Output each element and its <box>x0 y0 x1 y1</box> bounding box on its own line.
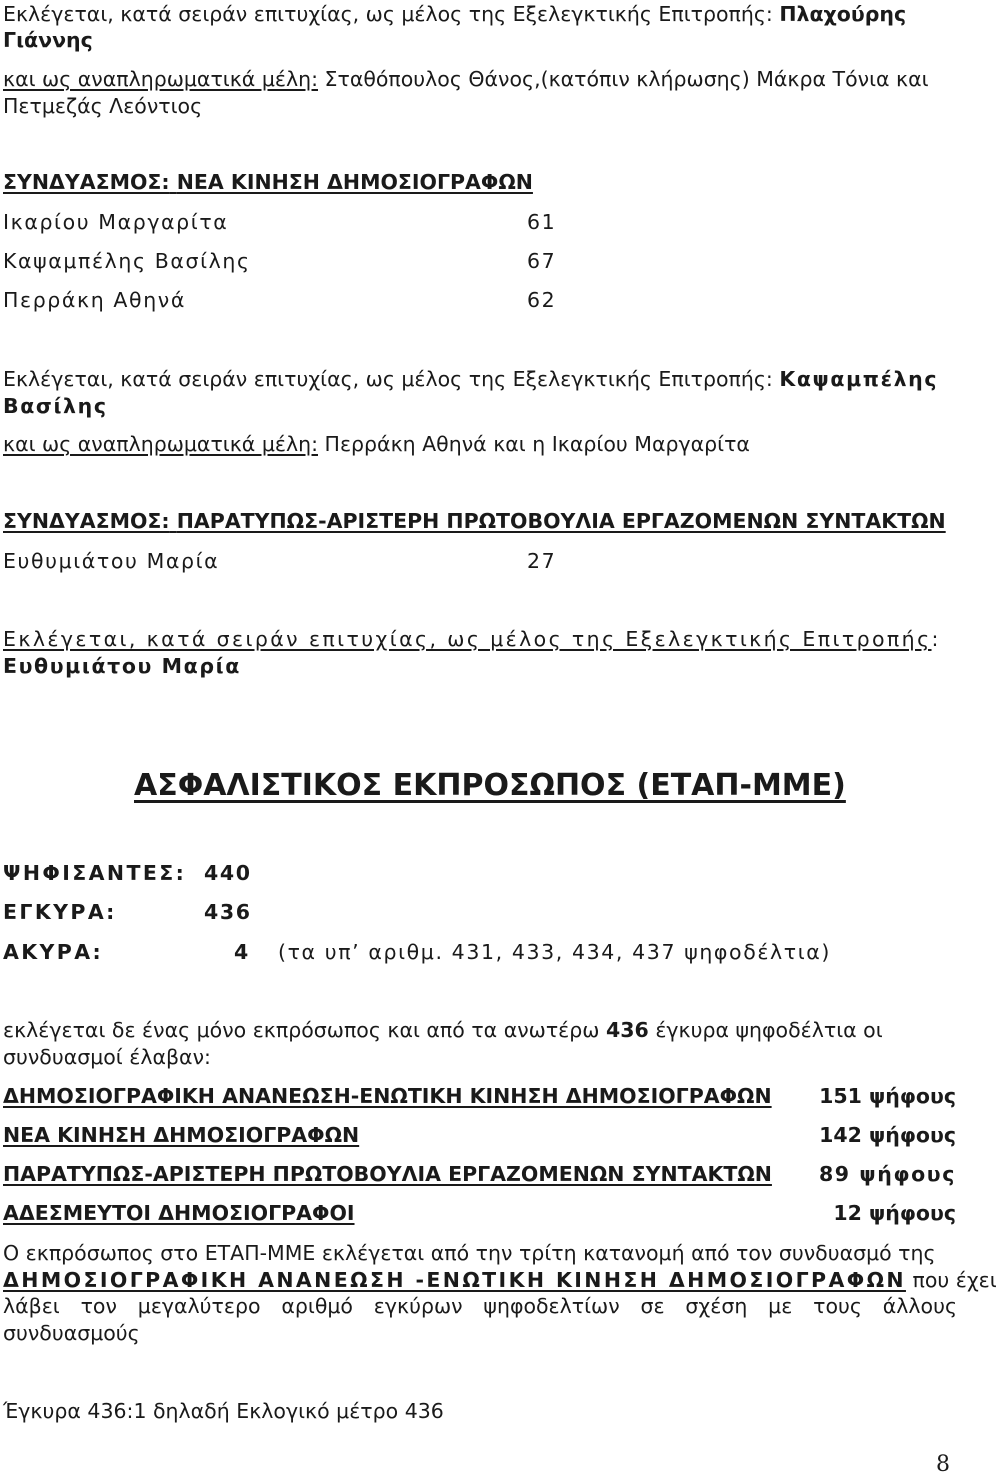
elected-name: Ευθυμιάτου Μαρία <box>3 654 241 678</box>
voters-value: 440 <box>204 861 252 885</box>
result-name: ΝΕΑ ΚΙΝΗΣΗ ΔΗΜΟΣΙΟΓΡΑΦΩΝ <box>3 1123 360 1147</box>
ticket-label: ΣΥΝΔΥΑΣΜΟΣ: <box>3 509 170 533</box>
conclusion-text: που έχει <box>912 1268 997 1292</box>
elected-line <box>3 367 938 391</box>
elected-prefix: Εκλέγεται, κατά σειράν επιτυχίας, ως μέλος της Εξελεγκτικής Επιτροπής <box>3 627 932 651</box>
candidate-name: Καψαμπέλης Βασίλης <box>3 249 251 273</box>
result-votes: 151 ψήφους <box>819 1084 956 1108</box>
ticket-name: ΠΑΡΑΤΥΠΩΣ-ΑΡΙΣΤΕΡΗ ΠΡΩΤΟΒΟΥΛΙΑ ΕΡΓΑΖΟΜΕΝΩΝ ΣΥΝΤΑΚΤΩΝ <box>176 509 946 533</box>
candidate-votes: 61 <box>527 210 557 234</box>
candidate-name: Περράκη Αθηνά <box>3 288 186 312</box>
page-number: 8 <box>936 1452 950 1477</box>
conclusion-line: Ο εκπρόσωπος στο ΕΤΑΠ-ΜΜΕ εκλέγεται από την τρίτη κατανομή από τον συνδυασμό της <box>3 1241 936 1265</box>
candidate-name: Ικαρίου Μαργαρίτα <box>3 210 229 234</box>
elected-name-cont: Βασίλης <box>3 394 108 418</box>
elected-colon: : <box>931 627 941 651</box>
result-votes: 12 ψήφους <box>833 1201 956 1225</box>
result-name: ΔΗΜΟΣΙΟΓΡΑΦΙΚΗ ΑΝΑΝΕΩΣΗ-ΕΝΩΤΙΚΗ ΚΙΝΗΣΗ ΔΗΜΟΣΙΟΓΡΑΦΩΝ <box>3 1084 772 1108</box>
elected-prefix: Εκλέγεται, κατά σειράν επιτυχίας, ως μέλος της Εξελεγκτικής Επιτροπής: <box>3 367 773 391</box>
ticket-label: ΣΥΝΔΥΑΣΜΟΣ: <box>3 170 170 194</box>
result-name: ΑΔΕΣΜΕΥΤΟΙ ΔΗΜΟΣΙΟΓΡΑΦΟΙ <box>3 1201 355 1225</box>
elected-line <box>3 2 906 26</box>
invalid-label: ΑΚΥΡΑ: <box>3 940 104 964</box>
candidate-votes: 67 <box>527 249 557 273</box>
conclusion-line-2 <box>3 1268 997 1292</box>
elected-name: Καψαμπέλης <box>779 367 939 391</box>
intro-line-cont: συνδυασμοί έλαβαν: <box>3 1045 211 1069</box>
candidate-name: Ευθυμιάτου Μαρία <box>3 549 220 573</box>
conclusion-line-4: συνδυασμούς <box>3 1321 140 1345</box>
substitutes-text: Σταθόπουλος Θάνος,(κατόπιν κλήρωσης) Μάκρα Τόνια και <box>324 67 929 91</box>
intro-bold: 436 <box>605 1018 649 1042</box>
substitutes-label: και ως αναπληρωματικά μέλη: <box>3 67 318 91</box>
ticket-name: ΝΕΑ ΚΙΝΗΣΗ ΔΗΜΟΣΙΟΓΡΑΦΩΝ <box>176 170 533 194</box>
candidate-votes: 62 <box>527 288 557 312</box>
elected-name-cont: Γιάννης <box>3 28 93 52</box>
candidate-row <box>3 288 186 312</box>
result-votes: 142 ψήφους <box>819 1123 956 1147</box>
voters-label: ΨΗΦΙΣΑΝΤΕΣ: <box>3 861 187 885</box>
quota-line: Έγκυρα 436:1 δηλαδή Εκλογικό μέτρο 436 <box>3 1399 444 1423</box>
elected-line <box>3 627 941 651</box>
intro-line <box>3 1018 883 1042</box>
intro-text: εκλέγεται δε ένας μόνο εκπρόσωπος και από τα ανωτέρω <box>3 1018 600 1042</box>
substitutes-label: και ως αναπληρωματικά μέλη: <box>3 432 318 456</box>
invalid-note: (τα υπ’ αριθμ. 431, 433, 434, 437 ψηφοδέλτια) <box>278 940 831 964</box>
invalid-value: 4 <box>234 940 249 964</box>
conclusion-line-3: λάβει τον μεγαλύτερο αριθμό εγκύρων ψηφοδελτίων σε σχέση με τους άλλους <box>3 1294 957 1318</box>
candidate-row <box>3 210 228 234</box>
candidate-votes: 27 <box>527 549 557 573</box>
substitutes-text: Περράκη Αθηνά και η Ικαρίου Μαργαρίτα <box>324 432 750 456</box>
substitutes-line <box>3 67 929 91</box>
result-name-text: ΠΑΡΑΤΥΠΩΣ-ΑΡΙΣΤΕΡΗ ΠΡΩΤΟΒΟΥΛΙΑ ΕΡΓΑΖΟΜΕΝΩΝ ΣΥΝΤΑΚΤΩΝ <box>3 1162 772 1186</box>
intro-text-end: έγκυρα ψηφοδέλτια οι <box>655 1018 883 1042</box>
elected-name: Πλαχούρης <box>779 2 907 26</box>
result-votes: 89 ψήφους <box>818 1162 956 1186</box>
substitutes-line <box>3 432 750 456</box>
valid-value: 436 <box>204 900 252 924</box>
conclusion-bold: ΔΗΜΟΣΙΟΓΡΑΦΙΚΗ ΑΝΑΝΕΩΣΗ -ΕΝΩΤΙΚΗ ΚΙΝΗΣΗ ΔΗΜΟΣΙΟΓΡΑΦΩΝ <box>3 1268 906 1292</box>
ticket-heading <box>3 509 946 533</box>
result-name <box>3 1162 772 1186</box>
section-title: ΑΣΦΑΛΙΣΤΙΚΟΣ ΕΚΠΡΟΣΩΠΟΣ (ΕΤΑΠ-ΜΜΕ) <box>134 768 846 803</box>
elected-prefix: Εκλέγεται, κατά σειράν επιτυχίας, ως μέλος της Εξελεγκτικής Επιτροπής: <box>3 2 773 26</box>
valid-label: ΕΓΚΥΡΑ: <box>3 900 117 924</box>
ticket-heading <box>3 170 533 194</box>
candidate-row <box>3 249 251 273</box>
substitutes-text-cont: Πετμεζάς Λεόντιος <box>3 94 203 118</box>
